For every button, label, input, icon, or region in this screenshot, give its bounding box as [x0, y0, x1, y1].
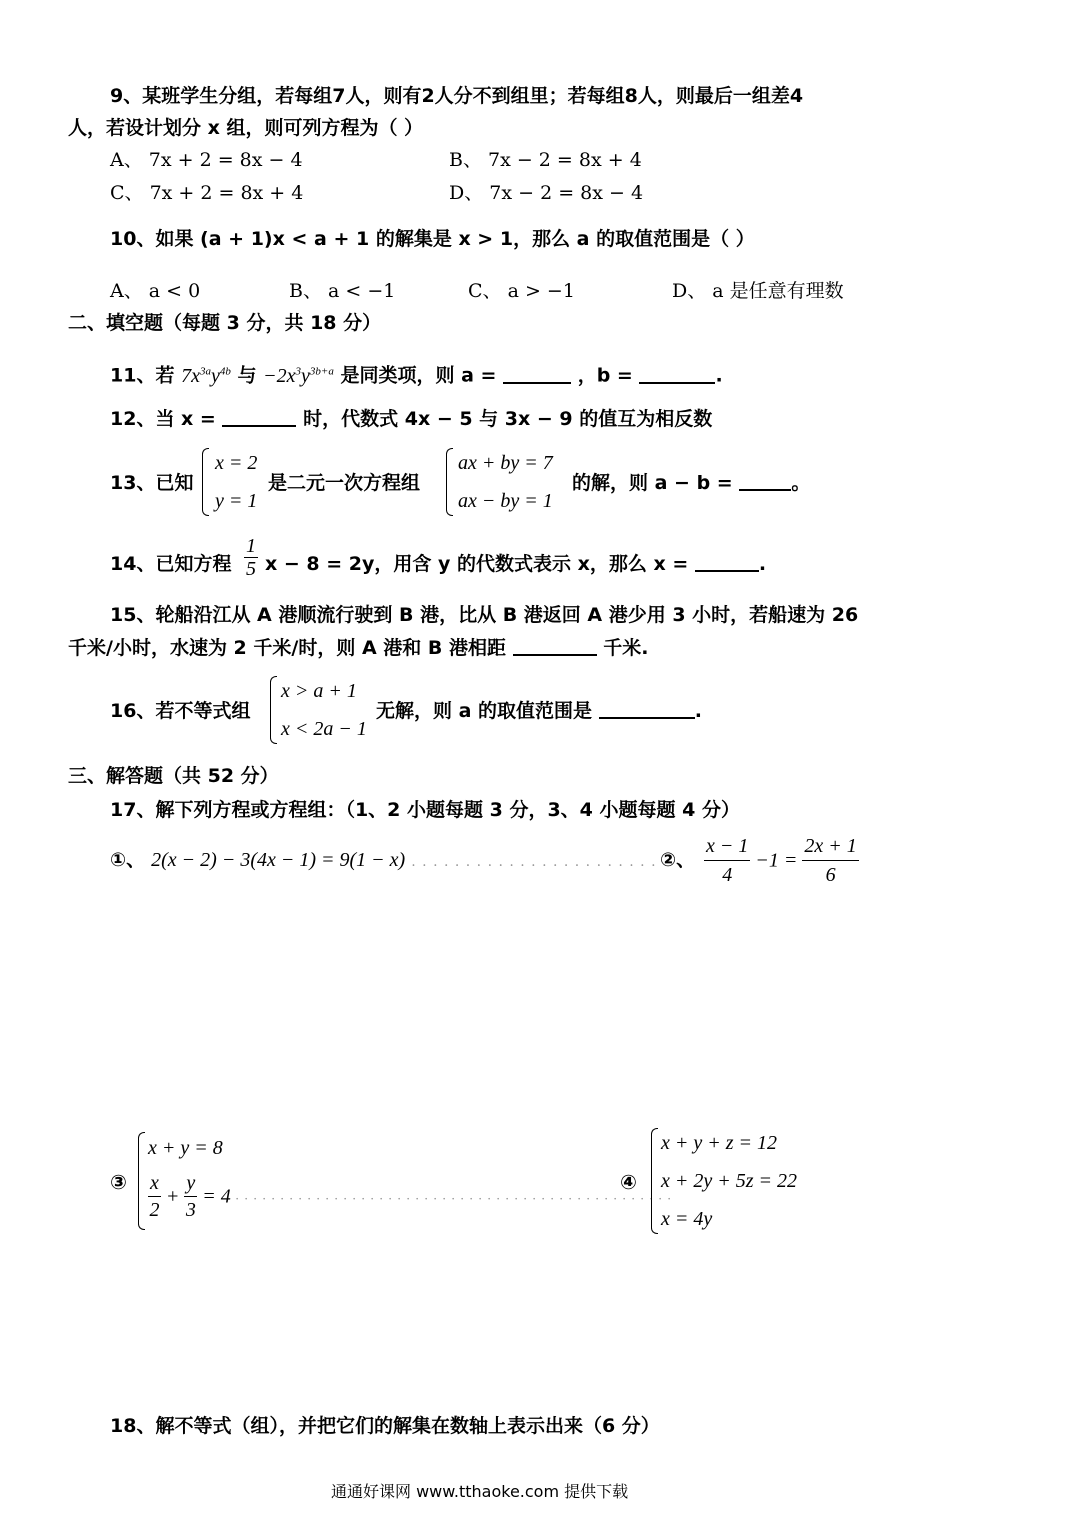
q13-sys1b: y = 1 [215, 490, 258, 512]
q17-p2-den2: 6 [825, 864, 836, 886]
q17-part2 [704, 832, 859, 889]
q11-bpart: ，b = [577, 364, 633, 387]
q16-brace [270, 676, 277, 744]
q17-part1: ①、 2(x − 2) − 3(4x − 1) = 9(1 − x) . . . . . . . . . . . . . . . . . . . . . . . [110, 849, 657, 871]
q17-p3-a: x + y = 8 [148, 1137, 223, 1159]
q17-p3-num1: x [148, 1170, 161, 1197]
q13-suffix: 的解，则 a − b = [572, 472, 733, 494]
q13-sys2b: ax − by = 1 [458, 490, 553, 512]
q11: 11、若 $7x^{3a}y^{4b}$ 与 $-2x^3y^{3b+a}$ 是同类项，则 a = ，b = . [110, 364, 723, 387]
q16-blank[interactable] [599, 699, 695, 719]
q14-frac-num: 1 [246, 535, 256, 557]
q10-option-b: B、 a < −1 [289, 280, 396, 302]
q17-p3-label: ③ [110, 1170, 127, 1194]
q9-option-a: A、 7x + 2 = 8x − 4 [110, 149, 303, 171]
q17-p3-plus: + [165, 1185, 180, 1208]
q17-p4-brace [651, 1128, 658, 1234]
q14-answer: x − 8 = 2y，用含 y 的代数式表示 x，那么 x = . [265, 553, 767, 575]
q9-option-c: C、 7x + 2 = 8x + 4 [110, 182, 304, 204]
q11-mid: 与 [237, 364, 257, 387]
section-2-heading: 二、填空题（每题 3 分，共 18 分） [68, 312, 382, 334]
q13-answer [572, 471, 810, 495]
q12-prefix: 12、当 x = [110, 408, 216, 430]
q17-p3-b: $\frac{x}{2}$ + $\frac{y}{3}$ = 4 . . . . . . . . . . . . . . . . . . . . . . . . . . . . . . . . . . . . . . . . . . . . . . . . . [149, 1172, 673, 1221]
q17-p4-label: ④ [620, 1170, 637, 1194]
q13-brace-2 [446, 448, 453, 516]
q17-p3-num2: y [184, 1170, 197, 1197]
q16-suffix: 无解，则 a 的取值范围是 [376, 700, 593, 722]
q16-sysa: x > a + 1 [281, 680, 357, 702]
q18: 18、解不等式（组），并把它们的解集在数轴上表示出来（6 分） [110, 1415, 660, 1437]
q17-p3-brace [138, 1132, 145, 1230]
footer-source: 通通好课网 www.tthaoke.com 提供下载 [331, 1482, 629, 1501]
section-3-heading: 三、解答题（共 52 分） [68, 765, 279, 787]
q12 [110, 407, 712, 431]
q14-fraction [244, 535, 258, 580]
q15-line2a: 千米/小时，水速为 2 千米/时，则 A 港和 B 港相距 [68, 637, 506, 659]
q13-mid: 是二元一次方程组 [268, 472, 421, 494]
q14-rest: x − 8 = 2y，用含 y 的代数式表示 x，那么 x = [265, 553, 689, 575]
q17-p2-num1: x − 1 [704, 832, 750, 861]
q14-prefix: 14、已知方程 [110, 553, 232, 575]
q11-term2: $-2x^3y^{3b+a}$ [263, 364, 334, 387]
q17-p4-a: x + y + z = 12 [661, 1132, 778, 1154]
q17-p2-label: ②、 [660, 849, 696, 871]
q17-p3-den1: 2 [149, 1199, 160, 1221]
q11-blank-b[interactable] [639, 364, 715, 384]
q15-line2b: 千米. [603, 637, 649, 659]
q13-end: 。 [791, 472, 811, 494]
q17-p2-mid: −1 = [755, 849, 798, 872]
q11-blank-a[interactable] [503, 364, 571, 384]
q17-p2-den1: 4 [722, 864, 733, 886]
q17-p1: 2(x − 2) − 3(4x − 1) = 9(1 − x) [151, 849, 406, 871]
q15-blank[interactable] [513, 636, 597, 656]
q9-line1: 9、某班学生分组，若每组7人，则有2人分不到组里；若每组8人，则最后一组差4 [110, 85, 804, 107]
q12-blank[interactable] [222, 407, 296, 427]
q11-prefix: 11、若 [110, 364, 175, 387]
q9-option-d: D、 7x − 2 = 8x − 4 [449, 182, 644, 204]
q13-blank[interactable] [739, 471, 791, 491]
q10-option-d: D、 a 是任意有理数 [672, 280, 844, 302]
q17-p3-eq: = 4 [202, 1185, 231, 1208]
q17-p4-b: x + 2y + 5z = 22 [661, 1170, 798, 1192]
q13-sys2a: ax + by = 7 [458, 452, 553, 474]
q17-p1-label: ①、 [110, 849, 146, 871]
q17-stem: 17、解下列方程或方程组：（1、2 小题每题 3 分，3、4 小题每题 4 分） [110, 799, 740, 821]
q17-p4-c: x = 4y [661, 1208, 713, 1230]
q14-blank[interactable] [695, 552, 759, 572]
q9-line2: 人，若设计划分 x 组，则可列方程为（ ） [68, 117, 424, 139]
q16-answer: 无解，则 a 的取值范围是 . [376, 700, 702, 722]
q17-p2-num2: 2x + 1 [802, 832, 858, 861]
q15-line1: 15、轮船沿江从 A 港顺流行驶到 B 港，比从 B 港返回 A 港少用 3 小时，若船速为 26 [110, 604, 859, 626]
q12-suffix: 时，代数式 4x − 5 与 3x − 9 的值互为相反数 [303, 408, 713, 430]
q10-option-a: A、 a < 0 [110, 280, 201, 302]
q17-p3-den2: 3 [185, 1199, 196, 1221]
q16-prefix: 16、若不等式组 [110, 700, 251, 722]
q10-stem: 10、如果 (a + 1)x < a + 1 的解集是 x > 1，那么 a 的取值范围是（ ） [110, 228, 755, 250]
q13-sys1a: x = 2 [215, 452, 258, 474]
q13-prefix: 13、已知 [110, 472, 194, 494]
q16-sysb: x < 2a − 1 [281, 718, 367, 740]
q9-option-b: B、 7x − 2 = 8x + 4 [449, 149, 642, 171]
q11-suffix: 是同类项，则 a = [340, 364, 497, 387]
q13-brace-1 [202, 448, 209, 516]
q10-option-c: C、 a > −1 [468, 280, 575, 302]
q14-frac-den: 5 [246, 558, 256, 580]
q15-line2 [68, 636, 648, 660]
q11-term1: $7x^{3a}y^{4b}$ [181, 364, 231, 387]
